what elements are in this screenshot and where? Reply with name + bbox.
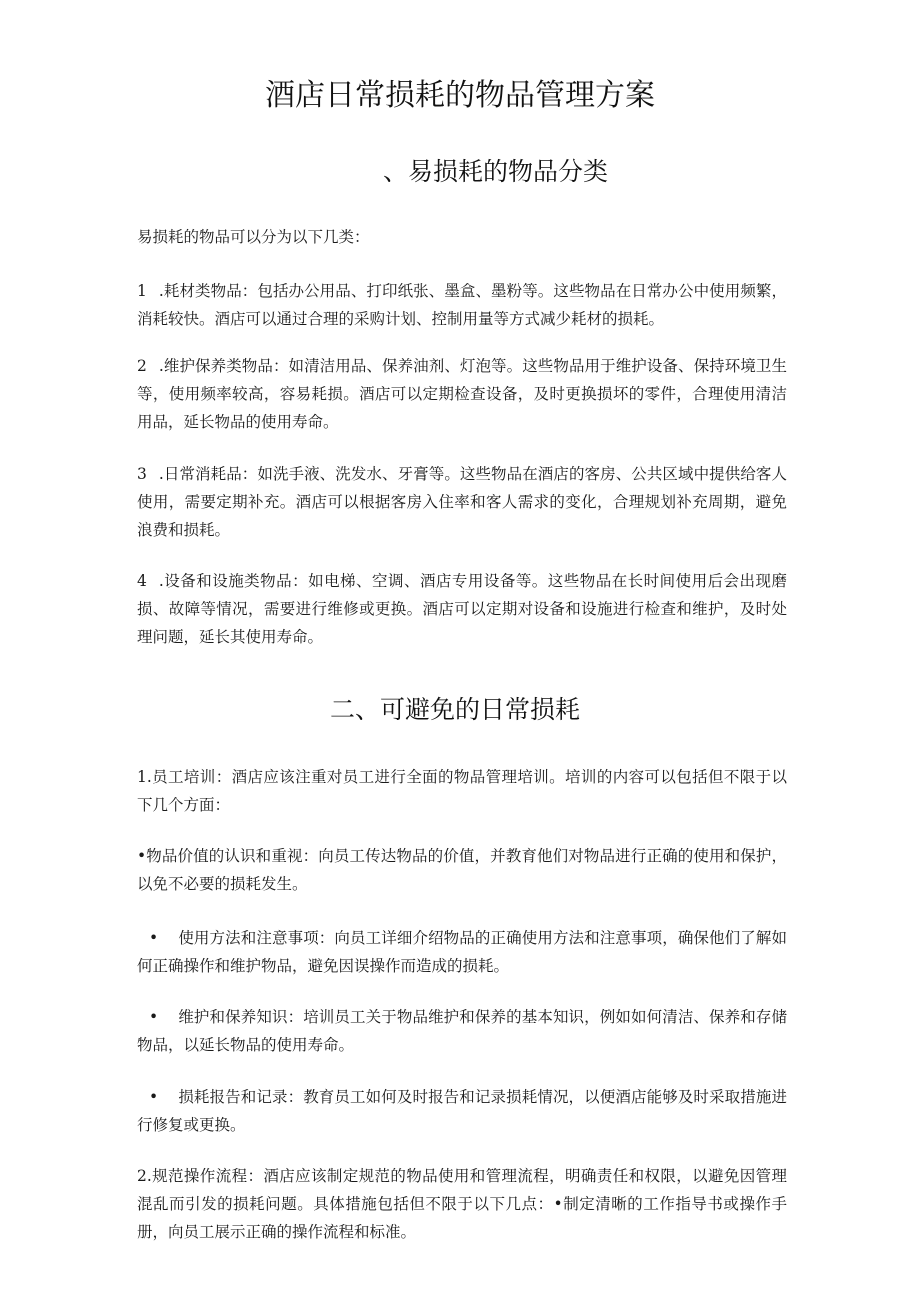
section-heading-2: 二、可避免的日常损耗: [330, 695, 581, 724]
list-item-text: .设备和设施类物品：如电梯、空调、酒店专用设备等。这些物品在长时间使用后会出现磨损、故障等情况，需要进行维修或更换。酒店可以定期对设备和设施进行检查和维护，及时处理问题，延长其使用寿命。: [137, 572, 787, 646]
list-item-number: 3: [137, 465, 147, 483]
section1-intro: 易损耗的物品可以分为以下几类：: [137, 228, 370, 246]
document-title: 酒店日常损耗的物品管理方案: [265, 78, 655, 113]
list-item-number: 1: [137, 282, 147, 300]
bullet-mark: •: [149, 1008, 159, 1026]
section-heading-1: 、易损耗的物品分类: [383, 157, 609, 186]
bullet-item: [137, 924, 787, 980]
bullet-mark: •: [149, 929, 159, 947]
bullet-mark: •: [149, 1088, 159, 1106]
section2-paragraph-procedures: 2.规范操作流程：酒店应该制定规范的物品使用和管理流程，明确责任和权限，以避免因管理混乱而引发的损耗问题。具体措施包括但不限于以下几点：•制定清晰的工作指导书或操作手册，向员工展示正确的操作流程和标准。: [137, 1167, 787, 1241]
bullet-text: 损耗报告和记录：教育员工如何及时报告和记录损耗情况，以便酒店能够及时采取措施进行修复或更换。: [137, 1088, 787, 1134]
bullet-text: 使用方法和注意事项：向员工详细介绍物品的正确使用方法和注意事项，确保他们了解如何正确操作和维护物品，避免因误操作而造成的损耗。: [137, 929, 787, 975]
list-item: [137, 567, 787, 651]
bullet-item: [137, 1083, 787, 1139]
list-item: [137, 352, 787, 436]
list-item-number: 4: [137, 572, 147, 590]
list-item-number: 2: [137, 357, 147, 375]
list-item: [137, 460, 787, 544]
list-item-text: .维护保养类物品：如清洁用品、保养油剂、灯泡等。这些物品用于维护设备、保持环境卫生等，使用频率较高，容易耗损。酒店可以定期检查设备，及时更换损坏的零件，合理使用清洁用品，延长物品的使用寿命。: [137, 357, 787, 431]
section2-paragraph-training: 1.员工培训：酒店应该注重对员工进行全面的物品管理培训。培训的内容可以包括但不限于以下几个方面：: [137, 768, 787, 814]
list-item-text: .耗材类物品：包括办公用品、打印纸张、墨盒、墨粉等。这些物品在日常办公中使用频繁，消耗较快。酒店可以通过合理的采购计划、控制用量等方式减少耗材的损耗。: [137, 282, 787, 328]
bullet-item: •物品价值的认识和重视：向员工传达物品的价值，并教育他们对物品进行正确的使用和保护，以免不必要的损耗发生。: [137, 847, 787, 893]
list-item-text: .日常消耗品：如洗手液、洗发水、牙膏等。这些物品在酒店的客房、公共区域中提供给客人使用，需要定期补充。酒店可以根据客房入住率和客人需求的变化，合理规划补充周期，避免浪费和损耗。: [137, 465, 787, 539]
list-item: [137, 277, 787, 333]
bullet-item: [137, 1003, 787, 1059]
bullet-text: 维护和保养知识：培训员工关于物品维护和保养的基本知识，例如如何清洁、保养和存储物品，以延长物品的使用寿命。: [137, 1008, 787, 1054]
